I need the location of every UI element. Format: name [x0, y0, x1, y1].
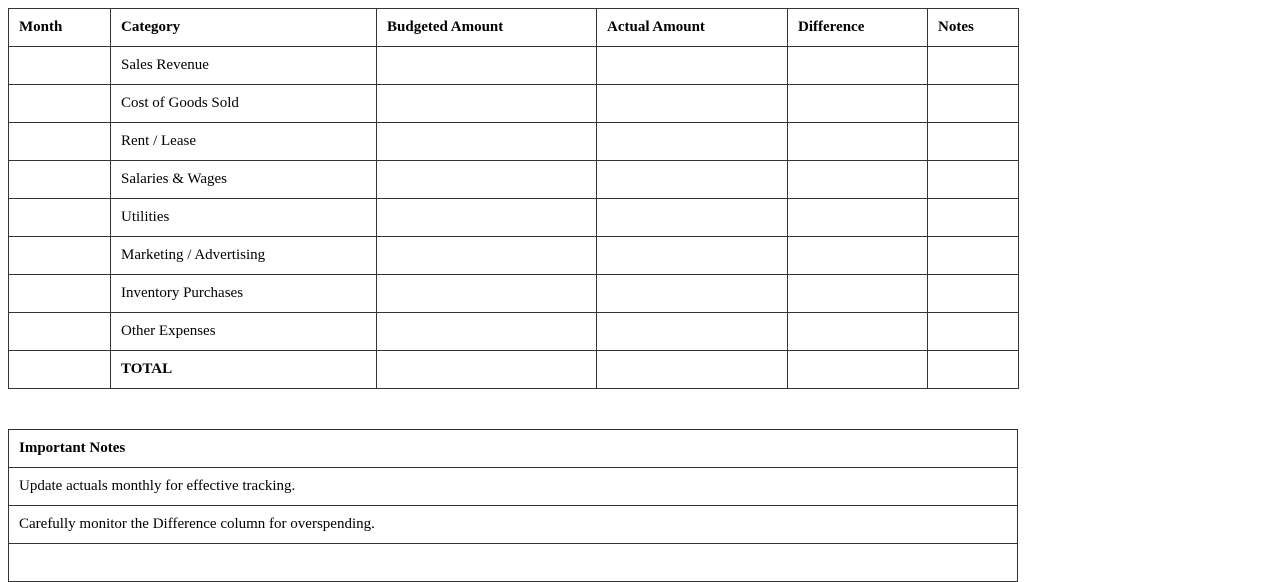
- cell-difference[interactable]: [788, 85, 928, 123]
- header-category: Category: [111, 9, 377, 47]
- cell-budgeted[interactable]: [377, 275, 597, 313]
- cell-category: Marketing / Advertising: [111, 237, 377, 275]
- table-row: [9, 199, 1019, 237]
- header-month: Month: [9, 9, 111, 47]
- cell-actual[interactable]: [597, 199, 788, 237]
- cell-category: Inventory Purchases: [111, 275, 377, 313]
- cell-month[interactable]: [9, 161, 111, 199]
- cell-budgeted[interactable]: [377, 123, 597, 161]
- note-text: Update actuals monthly for effective tracking.: [9, 468, 1018, 506]
- cell-notes[interactable]: [928, 275, 1019, 313]
- cell-difference[interactable]: [788, 123, 928, 161]
- table-row: [9, 237, 1019, 275]
- table-row: [9, 123, 1019, 161]
- header-notes: Notes: [928, 9, 1019, 47]
- cell-month[interactable]: [9, 47, 111, 85]
- cell-difference[interactable]: [788, 199, 928, 237]
- cell-notes[interactable]: [928, 47, 1019, 85]
- header-actual-amount: Actual Amount: [597, 9, 788, 47]
- note-row: [9, 468, 1018, 506]
- cell-category: Rent / Lease: [111, 123, 377, 161]
- cell-category: Salaries & Wages: [111, 161, 377, 199]
- cell-budgeted[interactable]: [377, 237, 597, 275]
- cell-budgeted[interactable]: [377, 199, 597, 237]
- cell-difference[interactable]: [788, 351, 928, 389]
- budget-table: [8, 8, 1019, 389]
- header-budgeted-amount: Budgeted Amount: [377, 9, 597, 47]
- cell-notes[interactable]: [928, 85, 1019, 123]
- cell-month[interactable]: [9, 275, 111, 313]
- cell-budgeted[interactable]: [377, 161, 597, 199]
- cell-actual[interactable]: [597, 161, 788, 199]
- cell-difference[interactable]: [788, 275, 928, 313]
- cell-category: TOTAL: [111, 351, 377, 389]
- cell-notes[interactable]: [928, 199, 1019, 237]
- cell-difference[interactable]: [788, 161, 928, 199]
- cell-category: Cost of Goods Sold: [111, 85, 377, 123]
- cell-actual[interactable]: [597, 313, 788, 351]
- cell-budgeted[interactable]: [377, 47, 597, 85]
- cell-difference[interactable]: [788, 237, 928, 275]
- cell-category: Sales Revenue: [111, 47, 377, 85]
- cell-budgeted[interactable]: [377, 85, 597, 123]
- cell-actual[interactable]: [597, 85, 788, 123]
- notes-header-row: [9, 430, 1018, 468]
- cell-notes[interactable]: [928, 161, 1019, 199]
- cell-notes[interactable]: [928, 123, 1019, 161]
- cell-month[interactable]: [9, 85, 111, 123]
- cell-actual[interactable]: [597, 237, 788, 275]
- important-notes-table: [8, 429, 1018, 582]
- note-row: [9, 506, 1018, 544]
- cell-month[interactable]: [9, 351, 111, 389]
- cell-notes[interactable]: [928, 351, 1019, 389]
- cell-budgeted[interactable]: [377, 351, 597, 389]
- table-row: [9, 47, 1019, 85]
- notes-header: Important Notes: [9, 430, 1018, 468]
- cell-actual[interactable]: [597, 351, 788, 389]
- cell-notes[interactable]: [928, 313, 1019, 351]
- table-row: [9, 351, 1019, 389]
- cell-actual[interactable]: [597, 275, 788, 313]
- table-row: [9, 85, 1019, 123]
- header-row: [9, 9, 1019, 47]
- cell-month[interactable]: [9, 237, 111, 275]
- cell-actual[interactable]: [597, 47, 788, 85]
- cell-budgeted[interactable]: [377, 313, 597, 351]
- cell-month[interactable]: [9, 199, 111, 237]
- note-text: [9, 544, 1018, 582]
- note-text: Carefully monitor the Difference column for overspending.: [9, 506, 1018, 544]
- cell-notes[interactable]: [928, 237, 1019, 275]
- cell-month[interactable]: [9, 313, 111, 351]
- table-row: [9, 275, 1019, 313]
- cell-category: Other Expenses: [111, 313, 377, 351]
- cell-category: Utilities: [111, 199, 377, 237]
- cell-actual[interactable]: [597, 123, 788, 161]
- cell-difference[interactable]: [788, 47, 928, 85]
- note-row: [9, 544, 1018, 582]
- table-row: [9, 161, 1019, 199]
- cell-month[interactable]: [9, 123, 111, 161]
- table-row: [9, 313, 1019, 351]
- cell-difference[interactable]: [788, 313, 928, 351]
- header-difference: Difference: [788, 9, 928, 47]
